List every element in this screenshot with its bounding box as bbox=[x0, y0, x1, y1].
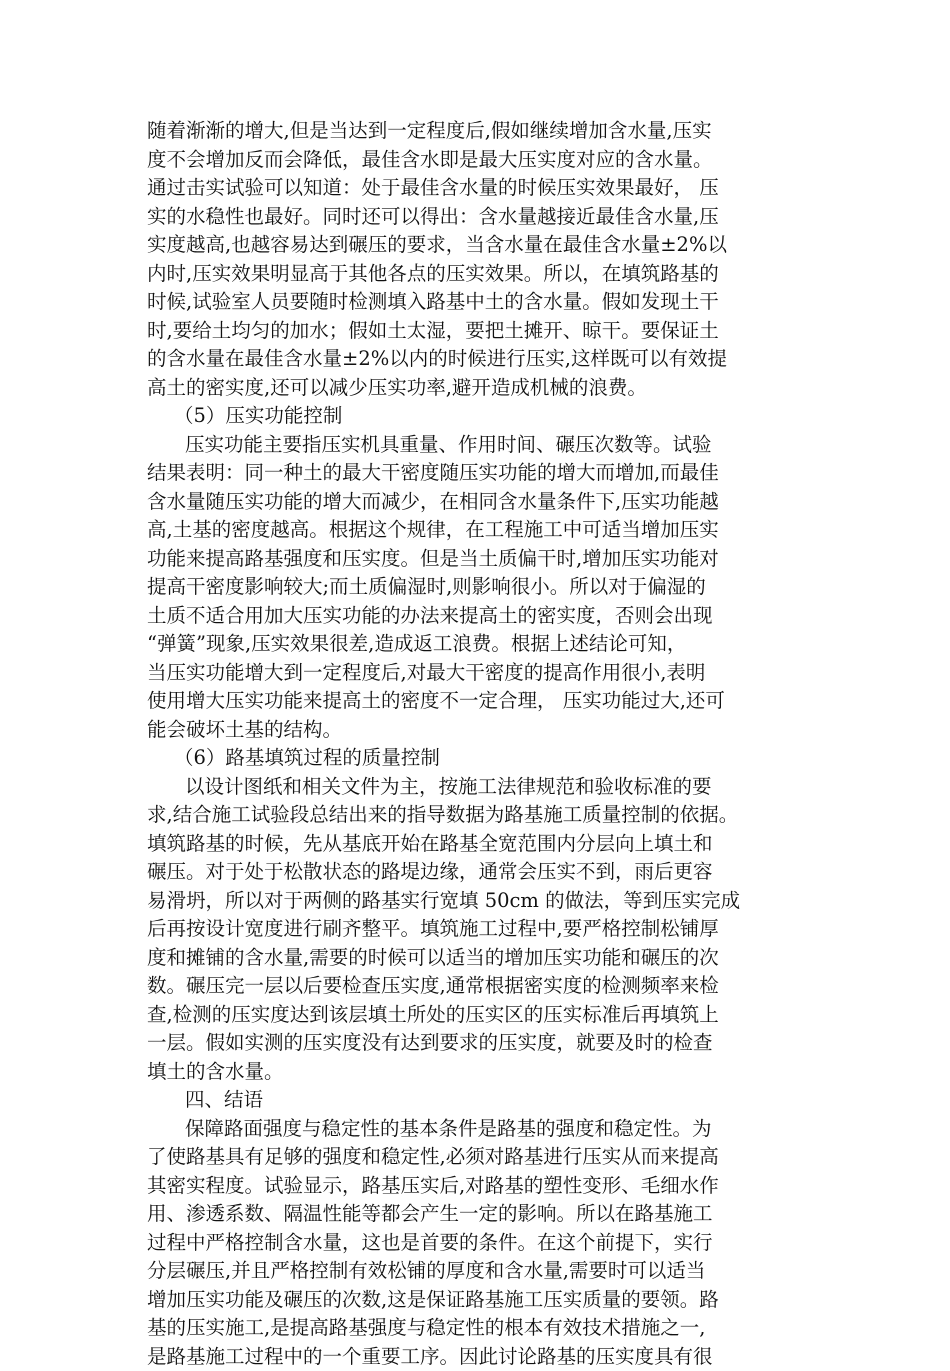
paragraph-first-line: 保障路面强度与稳定性的基本条件是路基的强度和稳定性。为 bbox=[147, 1115, 827, 1144]
section-heading: （5）压实功能控制 bbox=[147, 402, 827, 431]
text-line: 高,土基的密度越高。根据这个规律，在工程施工中可适当增加压实 bbox=[147, 516, 827, 545]
text-line: 是路基施工过程中的一个重要工序。因此讨论路基的压实度具有很 bbox=[147, 1343, 827, 1371]
paragraph-first-line: 压实功能主要指压实机具重量、作用时间、碾压次数等。试验 bbox=[147, 431, 827, 460]
text-line: 当压实功能增大到一定程度后,对最大干密度的提高作用很小,表明 bbox=[147, 659, 827, 688]
text-line: 后再按设计宽度进行刷齐整平。填筑施工过程中,要严格控制松铺厚 bbox=[147, 915, 827, 944]
text-line: 内时,压实效果明显高于其他各点的压实效果。所以，在填筑路基的 bbox=[147, 260, 827, 289]
text-line: 基的压实施工,是提高路基强度与稳定性的根本有效技术措施之一, bbox=[147, 1314, 827, 1343]
text-line: 其密实程度。试验显示，路基压实后,对路基的塑性变形、毛细水作 bbox=[147, 1172, 827, 1201]
section-heading: 四、结语 bbox=[147, 1086, 827, 1115]
text-line: 时,要给土均匀的加水；假如土太湿，要把土摊开、晾干。要保证土 bbox=[147, 317, 827, 346]
text-line: 度不会增加反而会降低，最佳含水即是最大压实度对应的含水量。 bbox=[147, 146, 827, 175]
document-body bbox=[147, 117, 827, 1371]
text-line: 高土的密实度,还可以减少压实功率,避开造成机械的浪费。 bbox=[147, 374, 827, 403]
text-line: 实度越高,也越容易达到碾压的要求，当含水量在最佳含水量±2%以 bbox=[147, 231, 827, 260]
text-line: 过程中严格控制含水量，这也是首要的条件。在这个前提下，实行 bbox=[147, 1229, 827, 1258]
text-line: 求,结合施工试验段总结出来的指导数据为路基施工质量控制的依据。 bbox=[147, 801, 827, 830]
text-line: 时候,试验室人员要随时检测填入路基中土的含水量。假如发现土干 bbox=[147, 288, 827, 317]
text-line: 数。碾压完一层以后要检查压实度,通常根据密实度的检测频率来检 bbox=[147, 972, 827, 1001]
text-line: 了使路基具有足够的强度和稳定性,必须对路基进行压实从而来提高 bbox=[147, 1143, 827, 1172]
section-heading: （6）路基填筑过程的质量控制 bbox=[147, 744, 827, 773]
text-line: “弹簧”现象,压实效果很差,造成返工浪费。根据上述结论可知， bbox=[147, 630, 827, 659]
text-line: 用、渗透系数、隔温性能等都会产生一定的影响。所以在路基施工 bbox=[147, 1200, 827, 1229]
text-line: 的含水量在最佳含水量±2%以内的时候进行压实,这样既可以有效提 bbox=[147, 345, 827, 374]
text-line: 度和摊铺的含水量,需要的时候可以适当的增加压实功能和碾压的次 bbox=[147, 944, 827, 973]
text-line: 土质不适合用加大压实功能的办法来提高土的密实度，否则会出现 bbox=[147, 602, 827, 631]
text-line: 通过击实试验可以知道：处于最佳含水量的时候压实效果最好， 压 bbox=[147, 174, 827, 203]
paragraph-first-line: 以设计图纸和相关文件为主，按施工法律规范和验收标准的要 bbox=[147, 773, 827, 802]
text-line: 随着渐渐的增大,但是当达到一定程度后,假如继续增加含水量,压实 bbox=[147, 117, 827, 146]
text-line: 功能来提高路基强度和压实度。但是当土质偏干时,增加压实功能对 bbox=[147, 545, 827, 574]
text-line: 分层碾压,并且严格控制有效松铺的厚度和含水量,需要时可以适当 bbox=[147, 1257, 827, 1286]
text-line: 提高干密度影响较大;而土质偏湿时,则影响很小。所以对于偏湿的 bbox=[147, 573, 827, 602]
text-line: 碾压。对于处于松散状态的路堤边缘，通常会压实不到，雨后更容 bbox=[147, 858, 827, 887]
text-line: 实的水稳性也最好。同时还可以得出：含水量越接近最佳含水量,压 bbox=[147, 203, 827, 232]
text-line: 增加压实功能及碾压的次数,这是保证路基施工压实质量的要领。路 bbox=[147, 1286, 827, 1315]
text-line: 一层。假如实测的压实度没有达到要求的压实度，就要及时的检查 bbox=[147, 1029, 827, 1058]
text-line: 使用增大压实功能来提高土的密度不一定合理， 压实功能过大,还可 bbox=[147, 687, 827, 716]
text-line: 易滑坍，所以对于两侧的路基实行宽填 50cm 的做法，等到压实完成 bbox=[147, 887, 827, 916]
text-line: 含水量随压实功能的增大而减少，在相同含水量条件下,压实功能越 bbox=[147, 488, 827, 517]
text-line: 填土的含水量。 bbox=[147, 1058, 827, 1087]
text-line: 结果表明：同一种土的最大干密度随压实功能的增大而增加,而最佳 bbox=[147, 459, 827, 488]
text-line: 能会破坏土基的结构。 bbox=[147, 716, 827, 745]
text-line: 填筑路基的时候，先从基底开始在路基全宽范围内分层向上填土和 bbox=[147, 830, 827, 859]
text-line: 查,检测的压实度达到该层填土所处的压实区的压实标准后再填筑上 bbox=[147, 1001, 827, 1030]
